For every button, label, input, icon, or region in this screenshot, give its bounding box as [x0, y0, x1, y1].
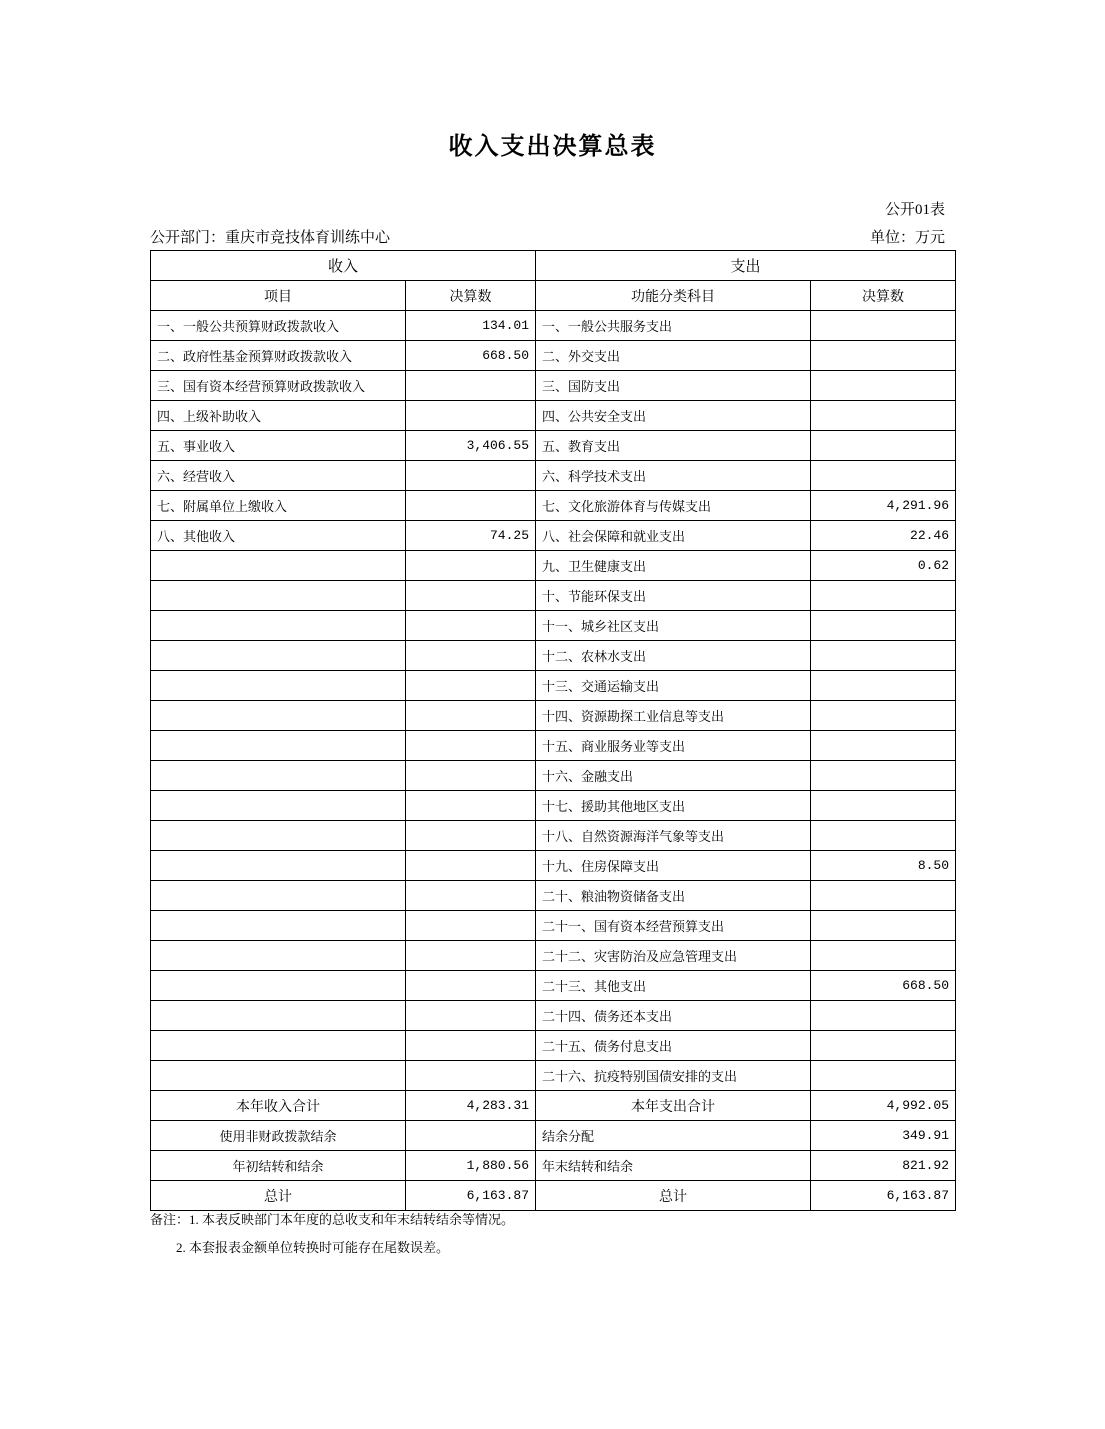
income-item-label — [151, 761, 406, 791]
income-item-value — [406, 881, 536, 911]
exp-item-value — [811, 761, 956, 791]
exp-item-value — [811, 1001, 956, 1031]
nonfiscal-value — [406, 1121, 536, 1151]
income-item-label: 六、经营收入 — [151, 461, 406, 491]
income-item-value: 3,406.55 — [406, 431, 536, 461]
income-item-label: 二、政府性基金预算财政拨款收入 — [151, 341, 406, 371]
exp-item-value: 4,291.96 — [811, 491, 956, 521]
income-item-value — [406, 911, 536, 941]
income-item-label — [151, 971, 406, 1001]
income-item-value — [406, 671, 536, 701]
exp-item-label: 十六、金融支出 — [536, 761, 811, 791]
income-item-value — [406, 461, 536, 491]
table-row — [151, 941, 956, 971]
table-group-header-row — [151, 251, 956, 281]
exp-item-value — [811, 581, 956, 611]
begin-carry-value: 1,880.56 — [406, 1151, 536, 1181]
group-header-income: 收入 — [151, 251, 536, 281]
table-row — [151, 521, 956, 551]
income-item-label — [151, 911, 406, 941]
exp-item-label: 二十二、灾害防治及应急管理支出 — [536, 941, 811, 971]
income-item-value — [406, 401, 536, 431]
income-item-value — [406, 851, 536, 881]
income-item-label — [151, 641, 406, 671]
exp-item-label: 二、外交支出 — [536, 341, 811, 371]
nonfiscal-label: 使用非财政拨款结余 — [151, 1121, 406, 1151]
exp-item-label: 二十一、国有资本经营预算支出 — [536, 911, 811, 941]
table-row-carryover — [151, 1151, 956, 1181]
exp-item-value: 8.50 — [811, 851, 956, 881]
table-row — [151, 851, 956, 881]
exp-item-value — [811, 311, 956, 341]
table-row — [151, 1061, 956, 1091]
exp-item-label: 六、科学技术支出 — [536, 461, 811, 491]
column-header-income-amount: 决算数 — [406, 281, 536, 311]
income-item-value — [406, 611, 536, 641]
income-item-label — [151, 881, 406, 911]
end-carry-value: 821.92 — [811, 1151, 956, 1181]
exp-item-label: 二十四、债务还本支出 — [536, 1001, 811, 1031]
exp-item-label: 十、节能环保支出 — [536, 581, 811, 611]
exp-item-label: 十八、自然资源海洋气象等支出 — [536, 821, 811, 851]
exp-item-value: 22.46 — [811, 521, 956, 551]
exp-item-label: 三、国防支出 — [536, 371, 811, 401]
table-row — [151, 971, 956, 1001]
table-row — [151, 821, 956, 851]
year-exp-total-label: 本年支出合计 — [536, 1091, 811, 1121]
table-row — [151, 611, 956, 641]
income-item-value — [406, 701, 536, 731]
table-row — [151, 911, 956, 941]
income-item-label: 七、附属单位上缴收入 — [151, 491, 406, 521]
table-row — [151, 641, 956, 671]
income-item-value — [406, 1001, 536, 1031]
exp-item-value — [811, 911, 956, 941]
table-footer — [151, 1091, 956, 1211]
table-row — [151, 791, 956, 821]
table-row — [151, 461, 956, 491]
income-item-label — [151, 1061, 406, 1091]
table-row — [151, 1031, 956, 1061]
table-row — [151, 761, 956, 791]
exp-item-value — [811, 791, 956, 821]
exp-item-label: 十七、援助其他地区支出 — [536, 791, 811, 821]
income-item-value — [406, 371, 536, 401]
unit-label: 单位：万元 — [869, 230, 945, 246]
department-label: 公开部门：重庆市竞技体育训练中心 — [150, 230, 391, 246]
income-item-value: 74.25 — [406, 521, 536, 551]
table-row — [151, 371, 956, 401]
exp-item-value — [811, 461, 956, 491]
end-carry-label: 年末结转和结余 — [536, 1151, 811, 1181]
income-item-label — [151, 701, 406, 731]
income-item-label: 八、其他收入 — [151, 521, 406, 551]
income-item-label — [151, 551, 406, 581]
year-exp-total-value: 4,992.05 — [811, 1091, 956, 1121]
page-title: 收入支出决算总表 — [448, 133, 657, 160]
table-row — [151, 731, 956, 761]
footnote-line-2: 2. 本套报表金额单位转换时可能存在尾数误差。 — [176, 1240, 450, 1255]
income-item-label — [151, 581, 406, 611]
table-row — [151, 1001, 956, 1031]
income-item-value — [406, 1031, 536, 1061]
income-item-value — [406, 971, 536, 1001]
exp-item-value — [811, 731, 956, 761]
table-row — [151, 431, 956, 461]
year-income-total-value: 4,283.31 — [406, 1091, 536, 1121]
income-item-label — [151, 941, 406, 971]
exp-item-value — [811, 1061, 956, 1091]
table-row — [151, 581, 956, 611]
exp-item-value — [811, 431, 956, 461]
exp-item-label: 二十三、其他支出 — [536, 971, 811, 1001]
income-item-value — [406, 1061, 536, 1091]
income-item-value — [406, 581, 536, 611]
exp-item-value — [811, 611, 956, 641]
income-item-label: 一、一般公共预算财政拨款收入 — [151, 311, 406, 341]
exp-item-label: 十九、住房保障支出 — [536, 851, 811, 881]
form-code-label: 公开01表 — [884, 202, 945, 218]
table-row-nonfiscal — [151, 1121, 956, 1151]
exp-item-value — [811, 881, 956, 911]
exp-item-label: 五、教育支出 — [536, 431, 811, 461]
income-item-value — [406, 941, 536, 971]
income-item-value — [406, 491, 536, 521]
exp-item-label: 十三、交通运输支出 — [536, 671, 811, 701]
exp-item-value — [811, 1031, 956, 1061]
income-item-label — [151, 821, 406, 851]
table-row — [151, 671, 956, 701]
exp-item-label: 十五、商业服务业等支出 — [536, 731, 811, 761]
footnotes — [150, 1206, 514, 1262]
exp-item-label: 二十六、抗疫特别国债安排的支出 — [536, 1061, 811, 1091]
grand-total-value-right: 6,163.87 — [811, 1181, 956, 1211]
grand-total-value-left: 6,163.87 — [406, 1181, 536, 1211]
surplus-alloc-value: 349.91 — [811, 1121, 956, 1151]
exp-item-value — [811, 641, 956, 671]
exp-item-value — [811, 341, 956, 371]
exp-item-label: 四、公共安全支出 — [536, 401, 811, 431]
begin-carry-label: 年初结转和结余 — [151, 1151, 406, 1181]
income-item-value: 134.01 — [406, 311, 536, 341]
income-item-value — [406, 791, 536, 821]
income-item-label — [151, 611, 406, 641]
exp-item-value: 668.50 — [811, 971, 956, 1001]
income-item-label: 四、上级补助收入 — [151, 401, 406, 431]
income-item-label: 五、事业收入 — [151, 431, 406, 461]
income-item-label: 三、国有资本经营预算财政拨款收入 — [151, 371, 406, 401]
grand-total-label-left: 总计 — [151, 1181, 406, 1211]
footnote-line-1: 备注：1. 本表反映部门本年度的总收支和年末结转结余等情况。 — [150, 1212, 515, 1227]
table-body — [151, 311, 956, 1091]
year-income-total-label: 本年收入合计 — [151, 1091, 406, 1121]
table-row — [151, 491, 956, 521]
income-item-value: 668.50 — [406, 341, 536, 371]
budget-table — [150, 250, 956, 1211]
income-item-value — [406, 731, 536, 761]
income-item-value — [406, 761, 536, 791]
column-header-exp-amount: 决算数 — [811, 281, 956, 311]
exp-item-label: 一、一般公共服务支出 — [536, 311, 811, 341]
income-item-value — [406, 551, 536, 581]
income-item-value — [406, 821, 536, 851]
table-sub-header-row — [151, 281, 956, 311]
income-item-label — [151, 791, 406, 821]
table-row — [151, 401, 956, 431]
exp-item-value — [811, 821, 956, 851]
table-row — [151, 551, 956, 581]
grand-total-label-right: 总计 — [536, 1181, 811, 1211]
exp-item-value — [811, 941, 956, 971]
exp-item-value: 0.62 — [811, 551, 956, 581]
income-item-label — [151, 731, 406, 761]
exp-item-value — [811, 701, 956, 731]
exp-item-label: 二十、粮油物资储备支出 — [536, 881, 811, 911]
income-item-label — [151, 1001, 406, 1031]
table-row-year-totals — [151, 1091, 956, 1121]
exp-item-value — [811, 401, 956, 431]
income-item-label — [151, 671, 406, 701]
income-item-label — [151, 1031, 406, 1061]
exp-item-label: 十一、城乡社区支出 — [536, 611, 811, 641]
exp-item-label: 八、社会保障和就业支出 — [536, 521, 811, 551]
table-row — [151, 341, 956, 371]
income-item-label — [151, 851, 406, 881]
exp-item-label: 十二、农林水支出 — [536, 641, 811, 671]
column-header-income-item: 项目 — [151, 281, 406, 311]
surplus-alloc-label: 结余分配 — [536, 1121, 811, 1151]
exp-item-value — [811, 371, 956, 401]
table-row — [151, 881, 956, 911]
exp-item-label: 九、卫生健康支出 — [536, 551, 811, 581]
exp-item-label: 二十五、债务付息支出 — [536, 1031, 811, 1061]
exp-item-label: 七、文化旅游体育与传媒支出 — [536, 491, 811, 521]
income-item-value — [406, 641, 536, 671]
group-header-expenditure: 支出 — [536, 251, 956, 281]
exp-item-value — [811, 671, 956, 701]
column-header-exp-item: 功能分类科目 — [536, 281, 811, 311]
table-row — [151, 311, 956, 341]
table-row — [151, 701, 956, 731]
exp-item-label: 十四、资源勘探工业信息等支出 — [536, 701, 811, 731]
